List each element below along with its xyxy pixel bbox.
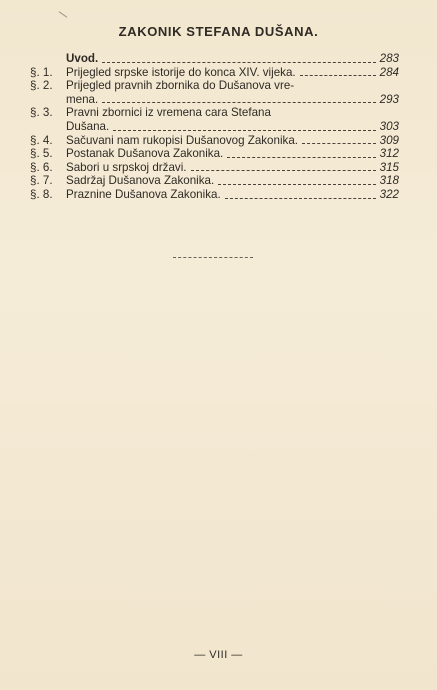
toc-line <box>30 79 399 93</box>
toc-page-number: 312 <box>379 147 399 161</box>
toc-entry-title: Praznine Dušanova Zakonika. <box>66 187 221 201</box>
dash-leader <box>302 142 376 144</box>
toc-page-number: 283 <box>379 52 399 65</box>
dash-leader <box>102 101 375 103</box>
toc-page-number: 303 <box>379 119 399 133</box>
toc-page-number: 293 <box>379 92 399 106</box>
toc-line <box>30 174 399 188</box>
dash-leader <box>300 74 376 76</box>
toc-section-number: §. 4. <box>30 133 53 147</box>
toc-line <box>30 120 399 134</box>
toc-line <box>30 106 399 120</box>
toc-page-number: 284 <box>379 65 399 79</box>
toc-section-number: §. 6. <box>30 160 53 174</box>
toc-line <box>30 52 399 66</box>
toc-entry-title: Sadržaj Dušanova Zakonika. <box>66 174 215 188</box>
toc-line <box>30 66 399 80</box>
toc-entry-title: Sabori u srpskoj državi. <box>66 160 187 174</box>
toc-line <box>30 93 399 107</box>
dash-leader <box>225 197 376 199</box>
dash-leader <box>218 183 375 185</box>
toc-section-number: §. 3. <box>30 106 53 120</box>
page-title: ZAKONIK STEFANA DUŠANA. <box>118 24 319 39</box>
toc-entry-title: Prijegled pravnih zbornika do Dušanova vre- <box>66 79 295 93</box>
toc-entry-title: Sačuvani nam rukopisi Dušanovog Zakonika. <box>66 133 298 147</box>
section-divider <box>173 256 253 258</box>
toc-entry-title: Pravni zbornici iz vremena cara Stefana <box>66 106 271 120</box>
toc-entry-title: Uvod. <box>66 52 99 65</box>
page-number: — VIII — <box>194 649 243 661</box>
toc-line <box>30 188 399 202</box>
toc-line <box>30 147 399 161</box>
toc-section-number: §. 1. <box>30 65 53 79</box>
toc-entry-title: mena. <box>66 92 99 106</box>
toc-line <box>30 134 399 148</box>
toc-section-number: §. 7. <box>30 174 53 188</box>
pencil-mark <box>59 11 68 18</box>
dash-leader <box>102 61 375 63</box>
toc-page-number: 322 <box>379 187 399 201</box>
toc-line <box>30 161 399 175</box>
toc-page-number: 318 <box>379 174 399 188</box>
dash-leader <box>227 156 375 158</box>
dash-leader <box>113 129 375 131</box>
dash-leader <box>191 169 376 171</box>
toc-page-number: 309 <box>379 133 399 147</box>
toc-entry-title: Postanak Dušanova Zakonika. <box>66 147 224 161</box>
toc-entry-title: Prijegled srpske istorije do konca XIV. vijeka. <box>66 65 296 79</box>
toc-section-number: §. 8. <box>30 187 53 201</box>
toc-page-number: 315 <box>379 160 399 174</box>
table-of-contents <box>30 52 399 202</box>
toc-entry-title: Dušana. <box>66 119 110 133</box>
toc-section-number: §. 2. <box>30 79 53 93</box>
toc-section-number: §. 5. <box>30 147 53 161</box>
